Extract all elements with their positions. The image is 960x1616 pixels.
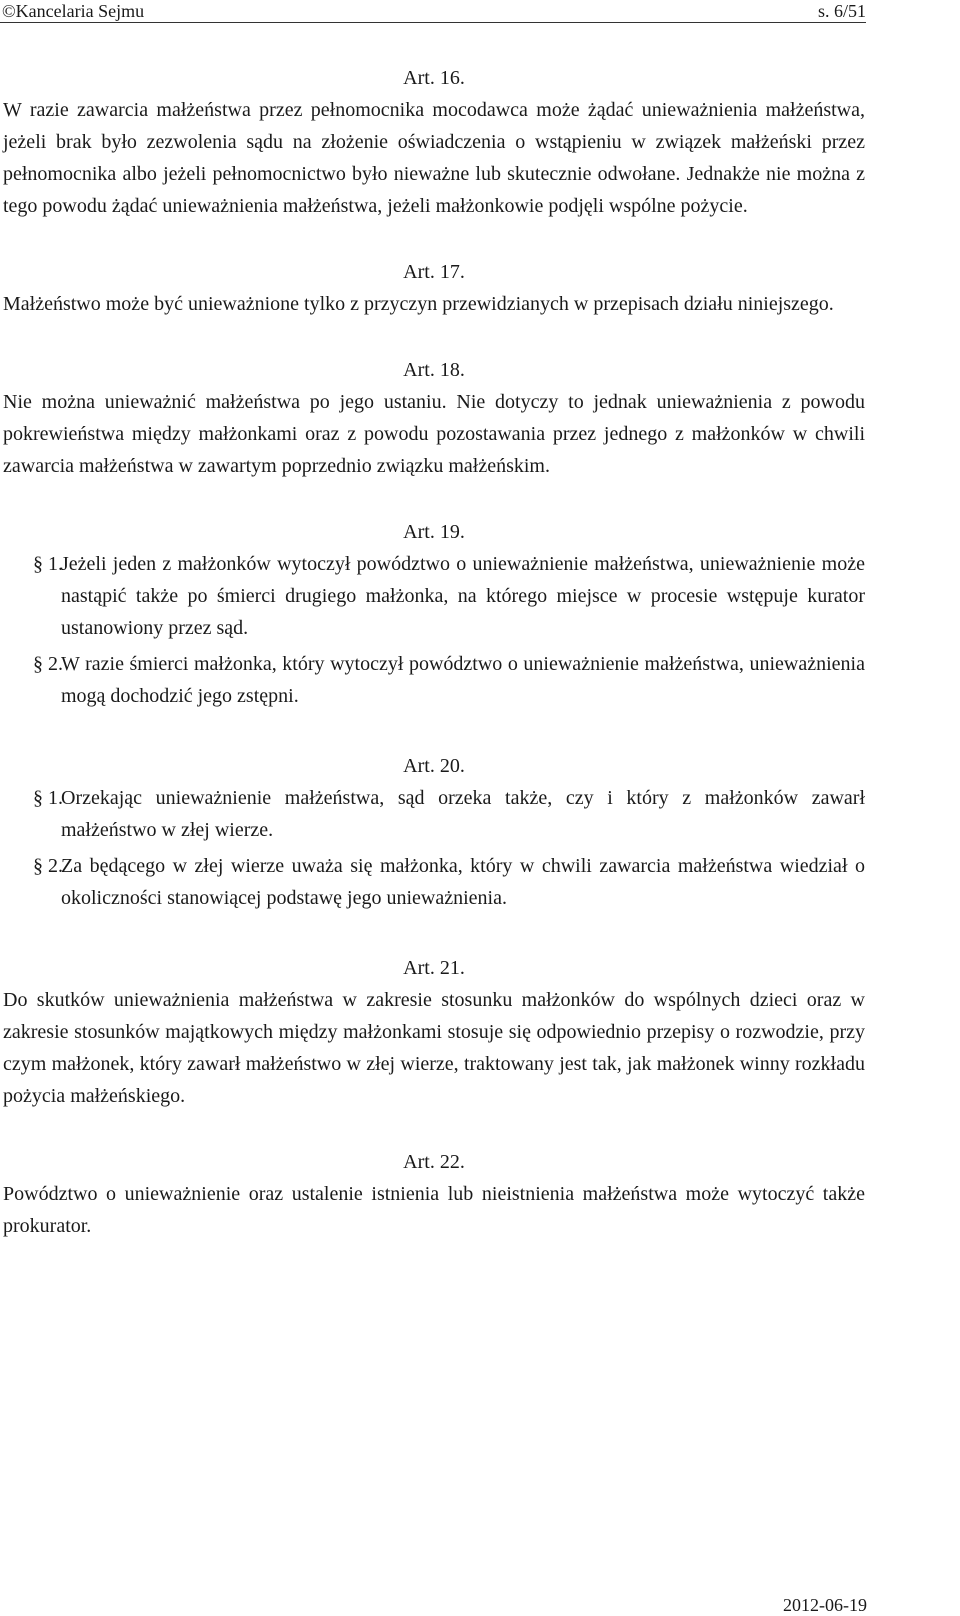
article-18 xyxy=(3,354,865,482)
header-publisher: ©Kancelaria Sejmu xyxy=(2,1,145,21)
section-2 xyxy=(3,648,865,712)
article-19 xyxy=(3,516,865,712)
section-text: Orzekając unieważnienie małżeństwa, sąd orzeka także, czy i który z małżonków zawarł małżeństwo w złej wierze. xyxy=(61,787,865,841)
article-22 xyxy=(3,1146,865,1242)
article-16 xyxy=(3,62,865,222)
article-title: Art. 18. xyxy=(403,359,465,381)
section-1 xyxy=(3,782,865,846)
article-20 xyxy=(3,750,865,914)
article-21 xyxy=(3,952,865,1112)
page-footer-date: 2012-06-19 xyxy=(783,1595,867,1615)
header-page-number: s. 6/51 xyxy=(817,1,866,21)
section-1 xyxy=(3,548,865,644)
section-text: Za będącego w złej wierze uważa się małżonka, który w chwili zawarcia małżeństwa wiedział o okoliczności stanowiącej podstawę jego unieważnienia. xyxy=(61,855,865,909)
article-text: Do skutków unieważnienia małżeństwa w zakresie stosunku małżonków do wspólnych dzieci oraz w zakresie stosunków majątkowych między małżonkami stosuje się odpowiednio przepisy o rozwodzie, przy czym małżonek, który zawarł małżeństwo w złej wierze, traktowany jest tak, jak małżonek winny rozkładu pożycia małżeńskiego. xyxy=(3,989,865,1107)
article-text: W razie zawarcia małżeństwa przez pełnomocnika mocodawca może żądać unieważnienia małżeństwa, jeżeli brak było zezwolenia sądu na złożenie oświadczenia o wstąpieniu w związek małżeński przez pełnomocnika albo jeżeli pełnomocnictwo było nieważne lub skutecznie odwołane. Jednakże nie można z tego powodu żądać unieważnienia małżeństwa, jeżeli małżonkowie podjęli wspólne pożycie. xyxy=(3,99,865,217)
page-header xyxy=(0,0,866,23)
article-title: Art. 20. xyxy=(403,755,465,777)
article-text: Powództwo o unieważnienie oraz ustalenie istnienia lub nieistnienia małżeństwa może wytoczyć także prokurator. xyxy=(3,1183,865,1237)
section-number: § 1. xyxy=(33,553,63,575)
article-title: Art. 16. xyxy=(403,67,465,89)
article-title: Art. 22. xyxy=(403,1151,465,1173)
section-number: § 2. xyxy=(33,653,63,675)
section-text: Jeżeli jeden z małżonków wytoczył powództwo o unieważnienie małżeństwa, unieważnienie może nastąpić także po śmierci drugiego małżonka, na którego miejsce w procesie wstępuje kurator ustanowiony przez sąd. xyxy=(61,553,865,639)
section-text: W razie śmierci małżonka, który wytoczył powództwo o unieważnienie małżeństwa, unieważnienia mogą dochodzić jego zstępni. xyxy=(61,653,865,707)
article-title: Art. 17. xyxy=(403,261,465,283)
section-number: § 1. xyxy=(33,787,63,809)
section-2 xyxy=(3,850,865,914)
article-text: Małżeństwo może być unieważnione tylko z przyczyn przewidzianych w przepisach działu niniejszego. xyxy=(3,293,834,315)
article-17 xyxy=(3,256,865,320)
section-number: § 2. xyxy=(33,855,63,877)
article-text: Nie można unieważnić małżeństwa po jego ustaniu. Nie dotyczy to jednak unieważnienia z powodu pokrewieństwa między małżonkami oraz z powodu pozostawania przez jednego z małżonków w chwili zawarcia małżeństwa w zawartym poprzednio związku małżeńskim. xyxy=(3,391,865,477)
document-body xyxy=(3,62,865,1242)
article-title: Art. 19. xyxy=(403,521,465,543)
article-title: Art. 21. xyxy=(403,957,465,979)
